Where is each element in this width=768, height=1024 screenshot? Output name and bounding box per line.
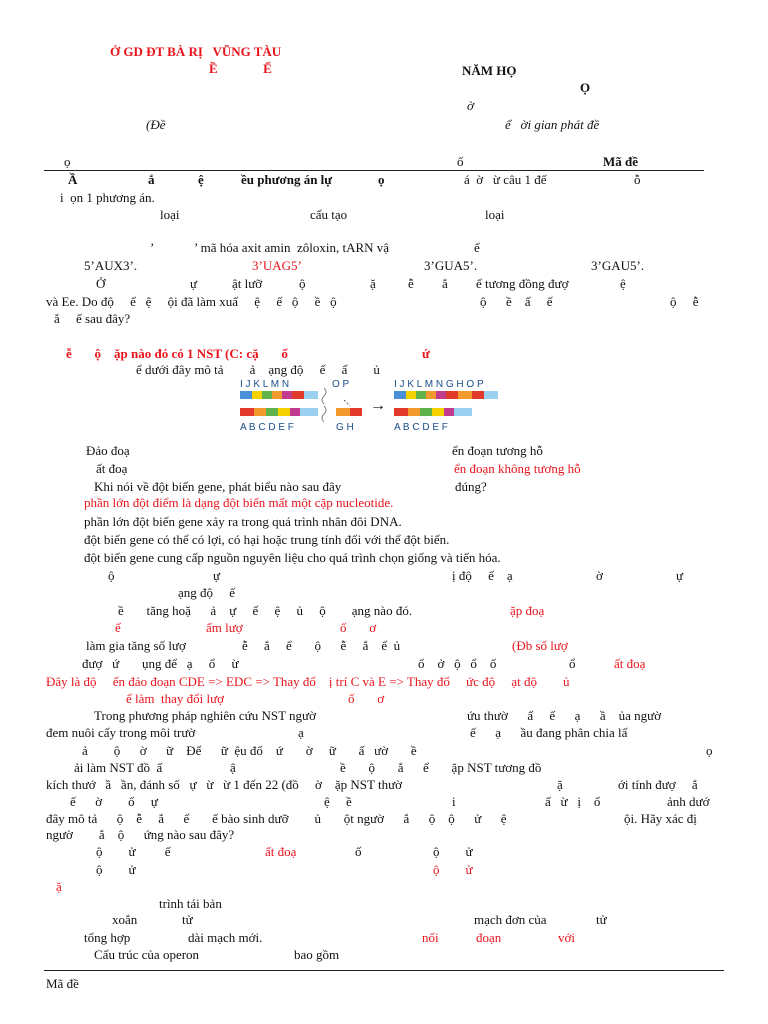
gene-labels-top: I J K L M N	[240, 379, 290, 390]
option-c: 3’GUA5’.	[424, 258, 478, 273]
question-text: ế	[474, 240, 480, 255]
question-text: ội. Hãy xác đị	[624, 811, 697, 826]
question-text: tử	[182, 912, 193, 927]
statement-3: ố ở ộ ổ ố	[418, 656, 497, 671]
answer-note: ễ ộ ặp nào đó có 1 NST (C: cặ ố	[66, 346, 288, 361]
question-text: Cấu trúc của operon	[94, 947, 200, 962]
question-text: ộ ề ấ ế	[480, 294, 553, 309]
question-text: kích thướ ầ ần, đánh số ự ừ ừ 1 đến 22 (đồ ờ ặp NST thườ	[46, 777, 403, 792]
option-d: đột biến gene cung cấp nguồn nguyên liệu cho quá trình chọn giống và tiến hóa.	[84, 550, 501, 565]
question-text: ật lưỡ	[232, 276, 263, 291]
answer-note: (Đb số lượ	[512, 638, 568, 653]
question-text: ’	[150, 240, 155, 255]
mark-text: ờ	[467, 98, 474, 113]
header-divider	[44, 170, 704, 171]
option-d-answer: ộ ử	[433, 862, 473, 877]
question-text: ệ ề	[324, 794, 352, 809]
answer-note: ặ	[56, 879, 62, 894]
instruction-line: i ọn 1 phương án.	[60, 190, 155, 205]
option-a-answer: phần lớn đột điểm là dạng đột biến mất một cặp nucleotide.	[84, 495, 394, 510]
gene-labels-bottom-2: G H	[336, 422, 354, 433]
question-text: Ở	[96, 276, 106, 291]
question-text: ả ộ ờ ữ Để ữ ệu đố ứ ờ ữ ấ ườ ề	[82, 743, 417, 758]
question-text: ự	[676, 568, 684, 583]
option-b: ển đoạn tương hỗ	[452, 443, 543, 458]
option-b: ố	[355, 844, 362, 859]
exam-code-label: Mã đề	[603, 154, 639, 169]
question-text: ộ	[299, 276, 306, 291]
question-text: ấ ừ ị ố	[545, 794, 601, 809]
statement-3: đượ ứ ụng để ạ ổ ừ	[82, 656, 239, 671]
question-text: ngườ ắ ộ ứng nào sau đây?	[46, 827, 235, 842]
answer-note: với	[558, 930, 575, 945]
gene-labels-top-2: O P	[332, 379, 350, 390]
answer-note: ể	[115, 620, 121, 635]
question-text: và Ee. Do độ ế ệ ội đã làm xuấ ệ ế ộ ề ộ	[46, 294, 337, 309]
question-text: ặ	[557, 777, 563, 792]
gene-labels-bottom: A B C D E F	[240, 422, 294, 433]
question-text: ế ạ ầu đang phân chia lấ	[470, 725, 628, 740]
explanation: ố ơ	[348, 691, 385, 706]
question-text: mạch đơn của	[474, 912, 547, 927]
question-text: dài mạch mới.	[188, 930, 263, 945]
option-c: ộ ử	[96, 862, 136, 877]
question-text: ọ	[706, 743, 713, 758]
question-text: i	[452, 794, 456, 809]
part-a-instruction-end: ỗ	[634, 172, 641, 187]
question-text: ặ	[370, 276, 376, 291]
part-a-title-2: ắ	[148, 172, 155, 187]
question-text: ờ	[596, 568, 603, 583]
question-text: ảnh dướ	[667, 794, 710, 809]
question-text: ề ộ ắ ể ặp NST tương đồ	[340, 760, 542, 775]
exam-title: Ề Ế	[209, 61, 272, 76]
chromosome-after-diagram	[394, 378, 518, 440]
question-text: ự	[213, 568, 221, 583]
break-mark-icon	[322, 388, 326, 404]
option-a: 5’AUX3’.	[84, 258, 138, 273]
pages-note: (Đề	[146, 117, 166, 132]
question-text: ệ	[620, 276, 626, 291]
part-a-title-4: ều phương án lự	[241, 172, 333, 187]
question-text: ế ờ ố ự	[70, 794, 158, 809]
question-text: bao gồm	[294, 947, 340, 962]
statement-3: ổ	[569, 656, 576, 671]
chromosome-top-bar	[240, 391, 318, 399]
answer-note: đoạn	[476, 930, 502, 945]
chromosome-after-bottom-bar	[394, 408, 472, 416]
question-text: xoắn	[112, 912, 138, 927]
option-c: ất đoạ	[96, 461, 128, 476]
student-number-label: ố	[457, 154, 464, 169]
student-name-label: ọ	[64, 154, 71, 169]
question-text: loại	[485, 207, 505, 222]
question-text: cấu tạo	[310, 207, 348, 222]
question-text: ắ	[442, 276, 448, 291]
question-text: ’ mã hóa axit amin zôloxin, tARN vậ	[194, 240, 390, 255]
statement-1: ề tăng hoặ ả ự ể ệ ủ ộ ạng nào đó.	[118, 603, 413, 618]
school-name: Ở GD ĐT BÀ RỊ VŨNG TÀU	[110, 44, 282, 59]
gene-labels-after-top: I J K L M N G H O P	[394, 379, 484, 390]
question-text: ộ	[108, 568, 115, 583]
dashed-arrow-icon	[344, 400, 350, 406]
question-text: ậ	[230, 760, 236, 775]
question-text: ứu thườ ấ ế ạ ầ ủa ngườ	[467, 708, 662, 723]
question-text: ải làm NST đồ ấ	[74, 760, 163, 775]
gene-labels-after-bottom: A B C D E F	[394, 422, 448, 433]
question-text: ới tính đượ ắ	[618, 777, 698, 792]
question-text: tổng hợp	[84, 930, 131, 945]
part-a-title: Ầ	[68, 172, 78, 187]
question-text: đúng?	[455, 479, 487, 494]
statement-2: ễ ắ ể ộ ễ ắ ể ủ	[242, 638, 401, 653]
option-b-answer: 3’UAG5’	[252, 258, 302, 273]
question-text: ạng độ ế	[178, 585, 236, 600]
chromosome-bottom-bar	[240, 408, 318, 416]
answer-note: ố ơ	[340, 620, 377, 635]
option-a: ộ ử ế	[96, 844, 171, 859]
explanation: ể làm thay đổi lượ	[126, 691, 225, 706]
chromosome-before-diagram	[240, 378, 368, 440]
statement-2: làm gia tăng số lượ	[86, 638, 186, 653]
answer-note: ất đoạ	[265, 844, 297, 859]
question-text: ế tương đồng đượ	[476, 276, 569, 291]
footer-exam-code: Mã đề	[46, 976, 79, 991]
question-text: Khi nói về đột biến gene, phát biểu nào sau đây	[94, 479, 342, 494]
answer-note: ất đoạ	[614, 656, 646, 671]
question-text: ị độ ế ạ	[452, 568, 513, 583]
question-text: đem nuôi cấy trong môi trườ	[46, 725, 196, 740]
option-a: Đảo đoạ	[86, 443, 130, 458]
answer-note: nối	[422, 930, 439, 945]
question-text: ộ ễ	[670, 294, 699, 309]
question-text: Trong phương pháp nghiên cứu NST ngườ	[94, 708, 316, 723]
option-b: ộ ử	[433, 844, 473, 859]
part-a-instruction: á ờ ừ câu 1 đế	[464, 172, 547, 187]
answer-note: ặp đoạ	[510, 603, 545, 618]
option-d: 3’GAU5’.	[591, 258, 645, 273]
explanation: Đây là độ ến đảo đoạn CDE => EDC => Thay đổ ị trí C và E => Thay đổ ức độ ạt độ ủ	[46, 674, 570, 689]
question-text: trình tái bản	[159, 896, 222, 911]
question-text: đây mô tả ộ ễ ắ ể ế bào sinh dưỡ ủ ột ngườ ắ ộ ộ ử ệ	[46, 811, 507, 826]
question-text: ạ	[298, 725, 304, 740]
answer-note: ấm lượ	[206, 620, 243, 635]
option-d-answer: ển đoạn không tương hỗ	[454, 461, 581, 476]
chromosome-after-top-bar	[394, 391, 498, 399]
option-c: đột biến gene có thể có lợi, có hại hoặc trung tính đối với thể đột biến.	[84, 532, 450, 547]
school-year: NĂM HỌ	[462, 63, 517, 78]
part-a-title-5: ọ	[378, 172, 385, 187]
question-text: ễ	[408, 276, 414, 291]
question-text: loại	[160, 207, 180, 222]
arrow-icon: →	[370, 397, 386, 414]
question-text: ắ ế sau đây?	[54, 311, 131, 326]
subject-mark: Ọ	[580, 80, 591, 95]
break-mark-icon	[322, 406, 326, 422]
part-a-title-3: ệ	[198, 172, 204, 187]
footer-divider	[44, 970, 724, 971]
question-text: tử	[596, 912, 607, 927]
answer-note-end: ứ	[422, 346, 430, 361]
question-text: ự	[190, 276, 198, 291]
time-note: ể ời gian phát đề	[505, 117, 600, 132]
figure-caption: ể dưới đây mô tả ả ạng độ ế ấ ủ	[136, 362, 380, 377]
option-b: phần lớn đột biến gene xảy ra trong quá trình nhân đôi DNA.	[84, 514, 402, 529]
